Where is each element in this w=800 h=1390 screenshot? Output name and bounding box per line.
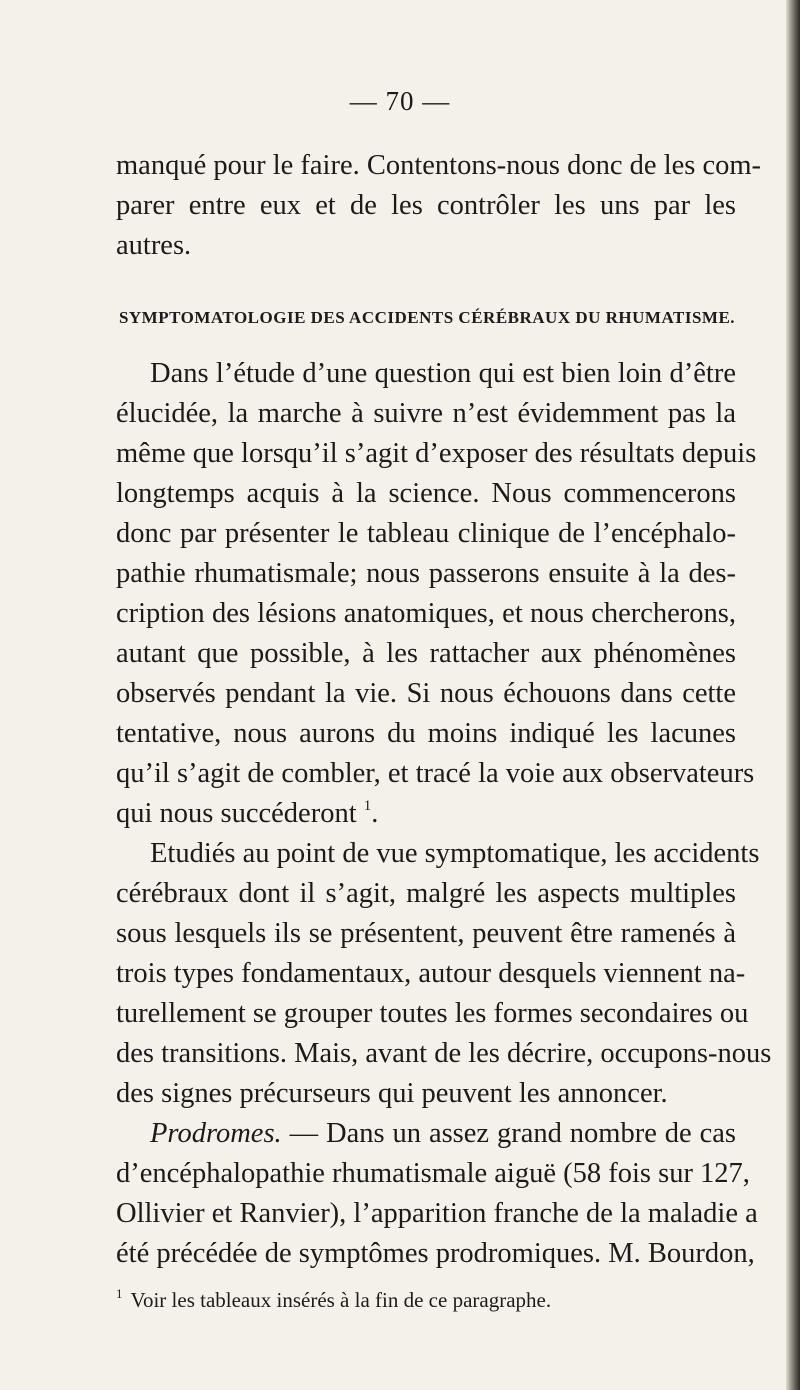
section-heading: SYMPTOMATOLOGIE DES ACCIDENTS CÉRÉBRAUX DU RHUMATISME.	[118, 308, 736, 327]
text-line: été précédée de symptômes prodromiques. M. Bourdon,	[116, 1238, 755, 1269]
text-line: donc par présenter le tableau clinique de l’encéphalo-	[116, 518, 736, 549]
opening-text	[116, 146, 762, 266]
text-line: autant que possible, à les rattacher aux phénomènes	[116, 638, 736, 669]
paragraph-lead: Prodromes.	[150, 1118, 282, 1149]
text-line: Dans l’étude d’une question qui est bien loin d’être	[150, 358, 736, 389]
footnote-text: Voir les tableaux insérés à la fin de ce paragraphe.	[130, 1288, 552, 1312]
text-line: tentative, nous aurons du moins indiqué les lacunes	[116, 718, 736, 749]
text-line: longtemps acquis à la science. Nous commencerons	[116, 478, 736, 509]
page-edge	[786, 0, 800, 1390]
text-line: qu’il s’agit de combler, et tracé la voie aux observateurs	[116, 758, 755, 789]
footnote-number: 1	[116, 1286, 123, 1301]
body-text	[116, 354, 772, 1274]
text-line: Ollivier et Ranvier), l’apparition franche de la maladie a	[116, 1198, 758, 1229]
text-line: turellement se grouper toutes les formes secondaires ou	[116, 998, 749, 1029]
text-line: élucidée, la marche à suivre n’est évidemment pas la	[116, 398, 736, 429]
text-fragment: — Dans un assez grand nombre de cas	[281, 1118, 736, 1149]
footnote	[116, 1288, 736, 1313]
text-line: des transitions. Mais, avant de les décrire, occupons-nous	[116, 1038, 772, 1069]
text-line: manqué pour le faire. Contentons-nous donc de les com-	[116, 150, 762, 181]
text-line: pathie rhumatismale; nous passerons ensuite à la des-	[116, 558, 736, 589]
footnote-reference[interactable]: 1	[363, 798, 372, 814]
text-line: observés pendant la vie. Si nous échouons dans cette	[116, 678, 736, 709]
text-line: des signes précurseurs qui peuvent les annoncer.	[116, 1078, 668, 1109]
text-line	[116, 794, 736, 834]
text-line	[116, 1114, 736, 1154]
text-fragment: qui nous succéderont	[116, 798, 357, 829]
text-line: même que lorsqu’il s’agit d’exposer des résultats depuis	[116, 438, 757, 469]
page-number: — 70 —	[349, 86, 451, 116]
text-line: cérébraux dont il s’agit, malgré les aspects multiples	[116, 878, 736, 909]
text-line: sous lesquels ils se présentent, peuvent être ramenés à	[116, 918, 736, 949]
text-line: trois types fondamentaux, autour desquels viennent na-	[116, 958, 746, 989]
text-line: d’encéphalopathie rhumatismale aiguë (58 fois sur 127,	[116, 1158, 750, 1189]
text-line: Etudiés au point de vue symptomatique, les accidents	[150, 838, 760, 869]
text-fragment: .	[371, 798, 379, 829]
text-line: autres.	[116, 230, 192, 261]
text-line: cription des lésions anatomiques, et nous chercherons,	[116, 598, 736, 629]
text-line: parer entre eux et de les contrôler les uns par les	[116, 190, 736, 221]
